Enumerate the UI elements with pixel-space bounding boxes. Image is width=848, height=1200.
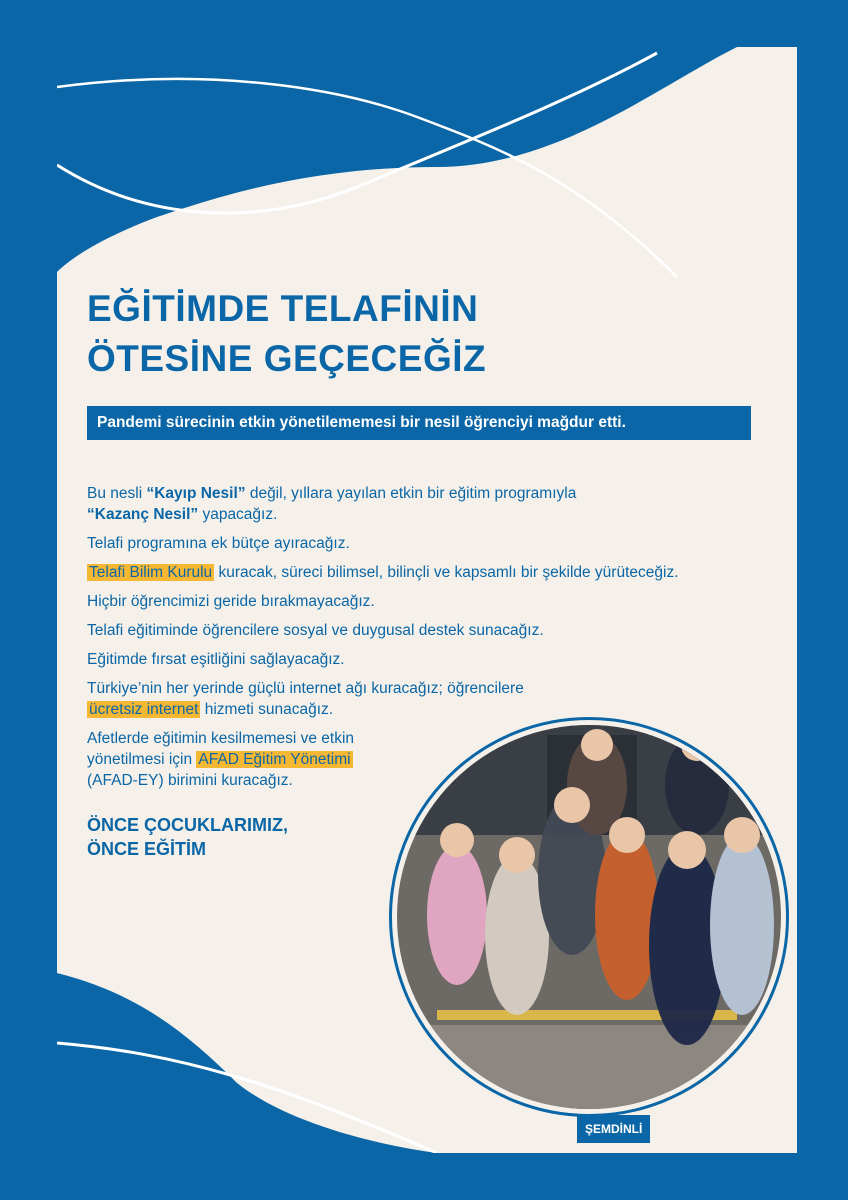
pledge-internet xyxy=(87,678,767,720)
photo-location-label: ŞEMDİNLİ xyxy=(577,1115,650,1143)
bold-term: “Kazanç Nesil” xyxy=(87,506,199,523)
text-segment: Afetlerde eğitimin kesilmemesi ve etkin xyxy=(87,730,355,747)
motto-line-1: ÖNCE ÇOCUKLARIMIZ, xyxy=(87,815,288,835)
text-segment: yapacağız. xyxy=(198,506,278,523)
highlighted-term: AFAD Eğitim Yönetimi xyxy=(198,751,351,768)
text-segment: Türkiye’nin her yerinde güçlü internet ağı kuracağız; öğrencilere xyxy=(87,680,524,697)
text-segment: (AFAD-EY) birimini kuracağız. xyxy=(87,772,293,789)
text-segment: değil, yıllara yayılan etkin bir eğitim programıyla xyxy=(245,485,577,502)
text-segment: yönetilmesi için xyxy=(87,751,197,768)
text-segment: kuracak, süreci bilimsel, bilinçli ve kapsamlı bir şekilde yürüteceğiz. xyxy=(214,564,679,581)
highlighted-term: ücretsiz internet xyxy=(89,701,199,718)
brochure-page xyxy=(57,47,797,1153)
pledge-no-student-left: Hiçbir öğrencimizi geride bırakmayacağız. xyxy=(87,593,375,610)
photo-frame xyxy=(389,717,789,1117)
text-segment: hizmeti sunacağız. xyxy=(200,701,334,718)
motto xyxy=(87,813,288,861)
highlighted-term: Telafi Bilim Kurulu xyxy=(89,564,213,581)
children-group-photo xyxy=(397,725,781,1109)
pledge-social-support: Telafi eğitiminde öğrencilere sosyal ve duygusal destek sunacağız. xyxy=(87,622,544,639)
wave-decoration-top xyxy=(57,47,797,287)
photo-illustration xyxy=(397,725,781,1109)
pledge-kazanc-nesil xyxy=(87,483,767,525)
pledge-equal-opportunity: Eğitimde fırsat eşitliğini sağlayacağız. xyxy=(87,651,345,668)
motto-line-2: ÖNCE EĞİTİM xyxy=(87,839,207,859)
pledge-science-board xyxy=(87,562,767,583)
page-title xyxy=(87,284,486,384)
intro-banner: Pandemi sürecinin etkin yönetilememesi bir nesil öğrenciyi mağdur etti. xyxy=(87,406,751,440)
title-line-1: EĞİTİMDE TELAFİNİN xyxy=(87,288,479,329)
text-segment: Bu nesli xyxy=(87,485,147,502)
pledge-budget: Telafi programına ek bütçe ayıracağız. xyxy=(87,535,350,552)
bold-term: “Kayıp Nesil” xyxy=(146,485,246,502)
title-line-2: ÖTESİNE GEÇECEĞİZ xyxy=(87,338,487,379)
